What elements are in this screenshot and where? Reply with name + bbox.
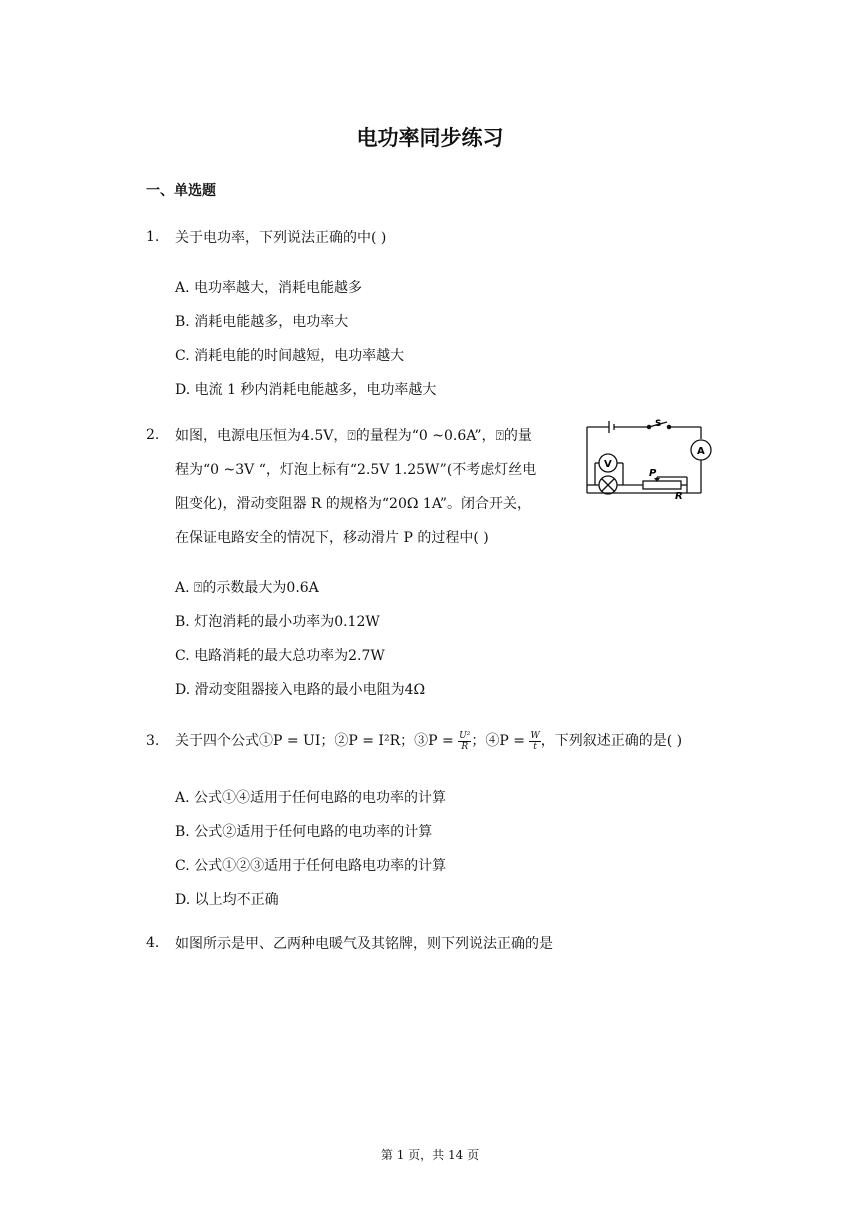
fraction-2-denominator: t — [533, 741, 537, 752]
section-heading: 一、单选题 — [146, 183, 216, 199]
question-1-option-a: A. 电功率越大，消耗电能越多 — [175, 280, 363, 296]
rheostat-label: R — [675, 491, 683, 502]
question-2-option-a: A. ⍰的示数最大为0.6A — [175, 580, 319, 596]
slider-label: P — [649, 468, 657, 479]
ammeter-label: A — [697, 446, 705, 457]
question-2-line-1: 如图，电源电压恒为4.5V，⍰的量程为“0 ~0.6A”，⍰的量 — [175, 428, 532, 444]
question-2-number: 2. — [146, 427, 160, 443]
question-3-text-c: ，下列叙述正确的是( ) — [540, 733, 683, 749]
question-3-option-a: A. 公式①④适用于任何电路的电功率的计算 — [175, 790, 447, 806]
question-1-number: 1. — [146, 229, 160, 245]
question-1-text: 关于电功率，下列说法正确的中( ) — [175, 230, 387, 246]
rheostat-body — [643, 481, 681, 489]
fraction-w-over-t — [529, 731, 540, 752]
fraction-2-numerator: W — [530, 730, 540, 741]
page-footer: 第 1 页，共 14 页 — [380, 1148, 480, 1162]
question-2-option-d: D. 滑动变阻器接入电路的最小电阻为4Ω — [175, 682, 426, 698]
fraction-1-denominator: R — [461, 741, 469, 752]
voltmeter-label: V — [604, 459, 612, 470]
question-2-line-4: 在保证电路安全的情况下，移动滑片 P 的过程中( ) — [175, 530, 489, 546]
question-3-option-c: C. 公式①②③适用于任何电路电功率的计算 — [175, 858, 447, 874]
question-2-option-b: B. 灯泡消耗的最小功率为0.12W — [175, 614, 380, 630]
question-1-option-d: D. 电流 1 秒内消耗电能越多，电功率越大 — [175, 382, 437, 398]
question-3-option-b: B. 公式②适用于任何电路的电功率的计算 — [175, 824, 433, 840]
question-3-number: 3. — [146, 733, 160, 749]
question-2-option-c: C. 电路消耗的最大总功率为2.7W — [175, 648, 385, 664]
question-3-text-a: 关于四个公式①P = UI；②P = I²R；③P = — [175, 733, 459, 749]
question-4-number: 4. — [146, 935, 160, 951]
question-4-text: 如图所示是甲、乙两种电暖气及其铭牌，则下列说法正确的是 — [175, 936, 553, 952]
question-3-text — [175, 726, 682, 756]
question-3-option-d: D. 以上均不正确 — [175, 892, 279, 908]
question-2-line-2: 程为“0 ~3V “，灯泡上标有“2.5V 1.25W”(不考虑灯丝电 — [175, 462, 537, 478]
fraction-1-numerator: U² — [459, 730, 471, 741]
question-1-option-c: C. 消耗电能的时间越短，电功率越大 — [175, 348, 405, 364]
question-3-text-b: ；④P = — [471, 733, 530, 749]
fraction-u2-over-r — [458, 731, 471, 752]
question-2-line-3: 阻变化)，滑动变阻器 R 的规格为“20Ω 1A”。闭合开关， — [175, 496, 532, 512]
circuit-diagram — [583, 417, 718, 507]
switch-label: S — [655, 419, 662, 429]
page-title: 电功率同步练习 — [356, 126, 504, 150]
question-1-option-b: B. 消耗电能越多，电功率大 — [175, 314, 349, 330]
